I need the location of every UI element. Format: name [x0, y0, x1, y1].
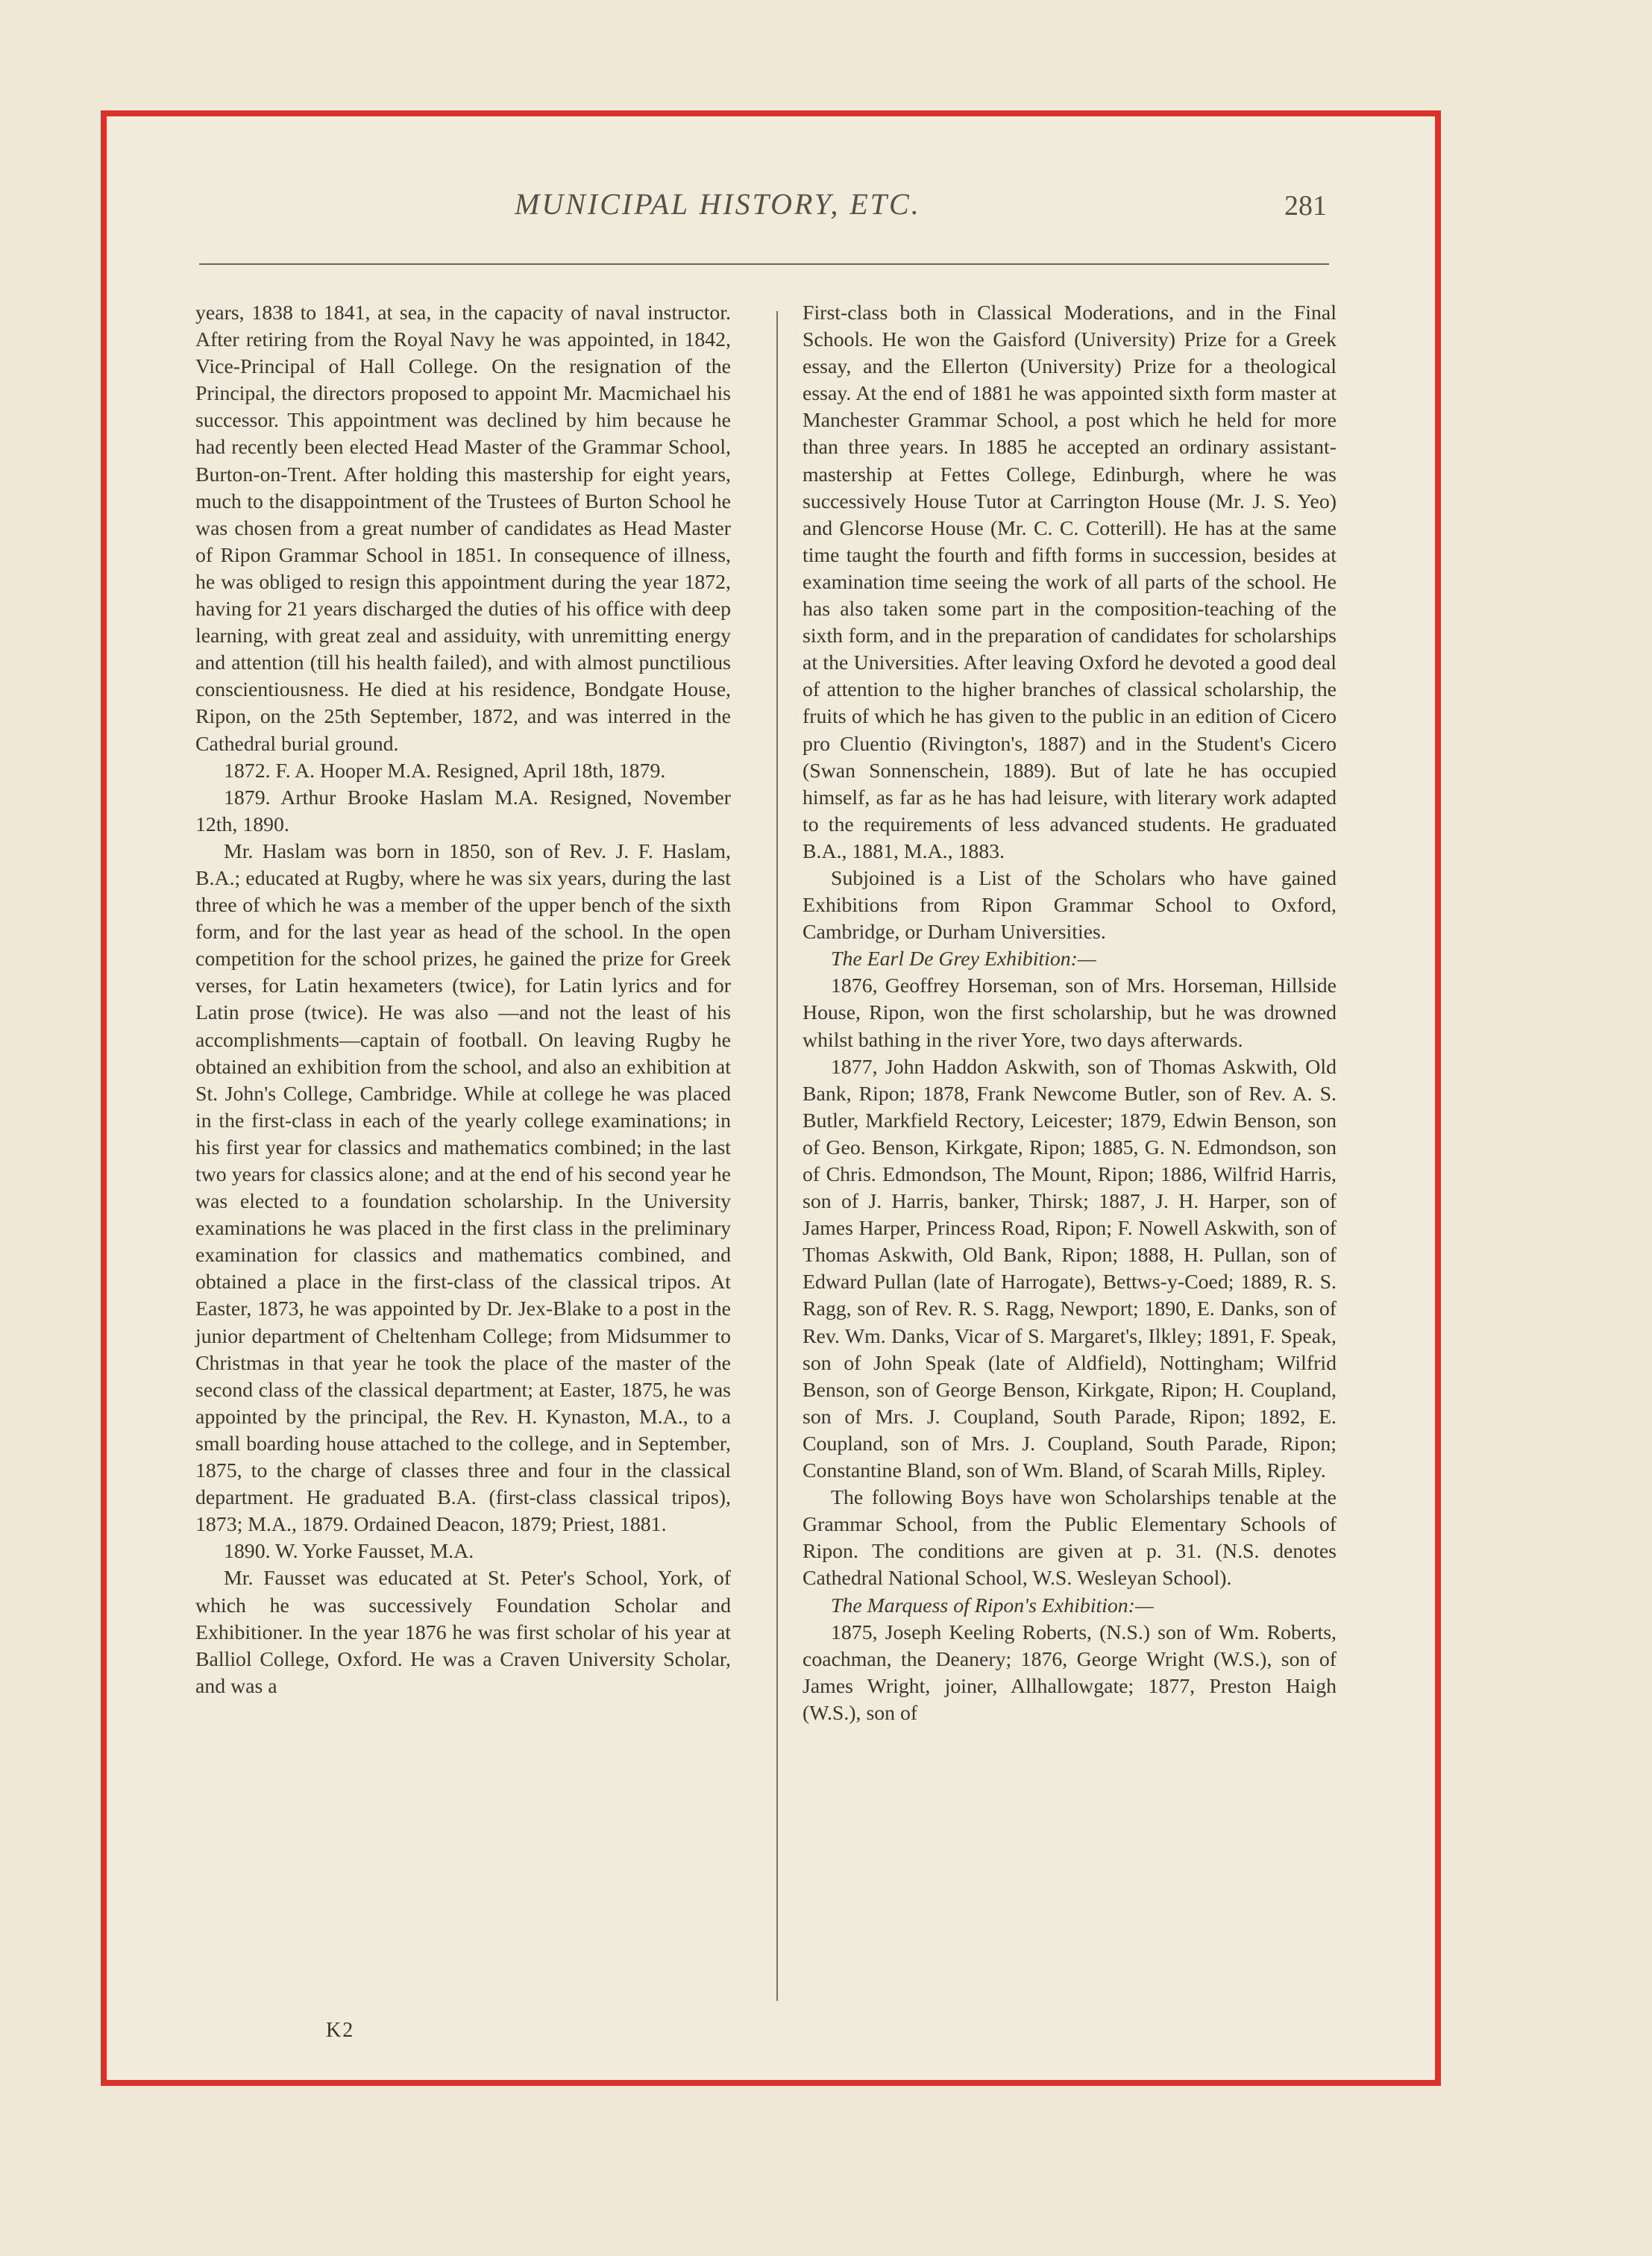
paragraph: Mr. Fausset was educated at St. Peter's School, York, of which he was successively Foundation Scholar and Exhibitioner. In the year 1876 he was first scholar of his year at Balliol College, Oxford. He was a Craven University Scholar, and was a	[195, 1567, 731, 1698]
paragraph: 1875, Joseph Keeling Roberts, (N.S.) son of Wm. Roberts, coachman, the Deanery; 1876, George Wright (W.S.), son of James Wright, joiner, Allhallowgate; 1877, Preston Haigh (W.S.), son of	[803, 1620, 1337, 1725]
header-rule	[199, 263, 1329, 265]
paragraph: 1877, John Haddon Askwith, son of Thomas Askwith, Old Bank, Ripon; 1878, Frank Newcome Butler, son of Rev. A. S. Butler, Markfield Rectory, Leicester; 1879, Edwin Benson, son of Geo. Benson, Kirkgate, Ripon; 1885, G. N. Edmondson, son of Chris. Edmondson, The Mount, Ripon; 1886, Wilfrid Harris, son of J. Harris, banker, Thirsk; 1887, J. H. Harper, son of James Harper, Princess Road, Ripon; F. Nowell Askwith, son of Thomas Askwith, Old Bank, Ripon; 1888, H. Pullan, son of Edward Pullan (late of Harrogate), Bettws-y-Coed; 1889, R. S. Ragg, son of Rev. R. S. Ragg, Newport; 1890, E. Danks, son of Rev. Wm. Danks, Vicar of S. Margaret's, Ilkley; 1891, F. Speak, son of John Speak (late of Aldfield), Nottingham; Wilfrid Benson, son of George Benson, Kirkgate, Ripon; H. Coupland, son of Mrs. J. Coupland, South Parade, Ripon; 1892, E. Coupland, son of Mrs. J. Coupland, South Parade, Ripon; Constantine Bland, son of Wm. Bland, of Scarah Mills, Ripley.	[803, 1055, 1337, 1483]
paragraph: 1872. F. A. Hooper M.A. Resigned, April 18th, 1879.	[224, 759, 666, 783]
section-heading: The Earl De Grey Exhibition:—	[831, 947, 1096, 971]
section-heading: The Marquess of Ripon's Exhibition:—	[831, 1594, 1154, 1617]
page-number: 281	[1284, 190, 1327, 222]
paragraph: 1890. W. Yorke Fausset, M.A.	[224, 1540, 474, 1564]
right-text-column	[803, 300, 1337, 1727]
paragraph: The following Boys have won Scholarships tenable at the Grammar School, from the Public Elementary Schools of Ripon. The conditions are given at p. 31. (N.S. denotes Cathedral National School, W.S. Wesleyan School).	[803, 1486, 1337, 1591]
left-text-column	[195, 300, 731, 1700]
running-header-title: MUNICIPAL HISTORY, ETC.	[515, 187, 921, 221]
signature-mark: K2	[326, 2019, 355, 2042]
paragraph: years, 1838 to 1841, at sea, in the capacity of naval instructor. After retiring from the Royal Navy he was appointed, in 1842, Vice-Principal of Hall College. On the resignation of the Principal, the directors proposed to appoint Mr. Macmichael his successor. This appointment was declined by him because he had recently been elected Head Master of the Grammar School, Burton-on-Trent. After holding this mastership for eight years, much to the disappointment of the Trustees of Burton School he was chosen from a great number of candidates as Head Master of Ripon Grammar School in 1851. In consequence of illness, he was obliged to resign this appointment during the year 1872, having for 21 years discharged the duties of his office with deep learning, with great zeal and assiduity, with unremitting energy and attention (till his health failed), and with almost punctilious conscientiousness. He died at his residence, Bondgate House, Ripon, on the 25th September, 1872, and was interred in the Cathedral burial ground.	[195, 301, 731, 756]
paragraph: Subjoined is a List of the Scholars who have gained Exhibitions from Ripon Grammar School to Oxford, Cambridge, or Durham Universities.	[803, 866, 1337, 944]
paragraph: Mr. Haslam was born in 1850, son of Rev. J. F. Haslam, B.A.; educated at Rugby, where he was six years, during the last three of which he was a member of the upper bench of the sixth form, and for the last year as head of the school. In the open competition for the school prizes, he gained the prize for Greek verses, for Latin hexameters (twice), for Latin lyrics and for Latin prose (twice). He was also —and not the least of his accomplishments—captain of football. On leaving Rugby he obtained an exhibition from the school, and also an exhibition at St. John's College, Cambridge. While at college he was placed in the first-class in each of the yearly college examinations; in his first year for classics and mathematics combined; in the last two years for classics alone; and at the end of his second year he was elected to a foundation scholarship. In the University examinations he was placed in the first class in the preliminary examination for classics and mathematics combined, and obtained a place in the first-class of the classical tripos. At Easter, 1873, he was appointed by Dr. Jex-Blake to a post in the junior department of Cheltenham College; from Midsummer to Christmas in that year he took the place of the master of the second class of the classical department; at Easter, 1875, he was appointed by the principal, the Rev. H. Kynaston, M.A., to a small boarding house attached to the college, and in September, 1875, to the charge of classes three and four in the classical department. He graduated B.A. (first-class classical tripos), 1873; M.A., 1879. Ordained Deacon, 1879; Priest, 1881.	[195, 839, 731, 1537]
column-divider	[776, 311, 778, 2001]
paragraph: First-class both in Classical Moderations, and in the Final Schools. He won the Gaisford (University) Prize for a Greek essay, and the Ellerton (University) Prize for a theological essay. At the end of 1881 he was appointed sixth form master at Manchester Grammar School, a post which he held for more than three years. In 1885 he accepted an ordinary assistant-mastership at Fettes College, Edinburgh, where he was successively House Tutor at Carrington House (Mr. J. S. Yeo) and Glencorse House (Mr. C. C. Cotterill). He has at the same time taught the fourth and fifth forms in succession, besides at examination time seeing the work of all parts of the school. He has also taken some part in the composition-teaching of the sixth form, and in the preparation of candidates for scholarships at the Universities. After leaving Oxford he devoted a good deal of attention to the higher branches of classical scholarship, the fruits of which he has given to the public in an edition of Cicero pro Cluentio (Rivington's, 1887) and in the Student's Cicero (Swan Sonnenschein, 1889). But of late he has occupied himself, as far as he has had leisure, with literary work adapted to the requirements of less advanced students. He graduated B.A., 1881, M.A., 1883.	[803, 301, 1337, 863]
paragraph: 1876, Geoffrey Horseman, son of Mrs. Horseman, Hillside House, Ripon, won the first scholarship, but he was drowned whilst bathing in the river Yore, two days afterwards.	[803, 974, 1337, 1052]
paragraph: 1879. Arthur Brooke Haslam M.A. Resigned, November 12th, 1890.	[195, 786, 731, 836]
